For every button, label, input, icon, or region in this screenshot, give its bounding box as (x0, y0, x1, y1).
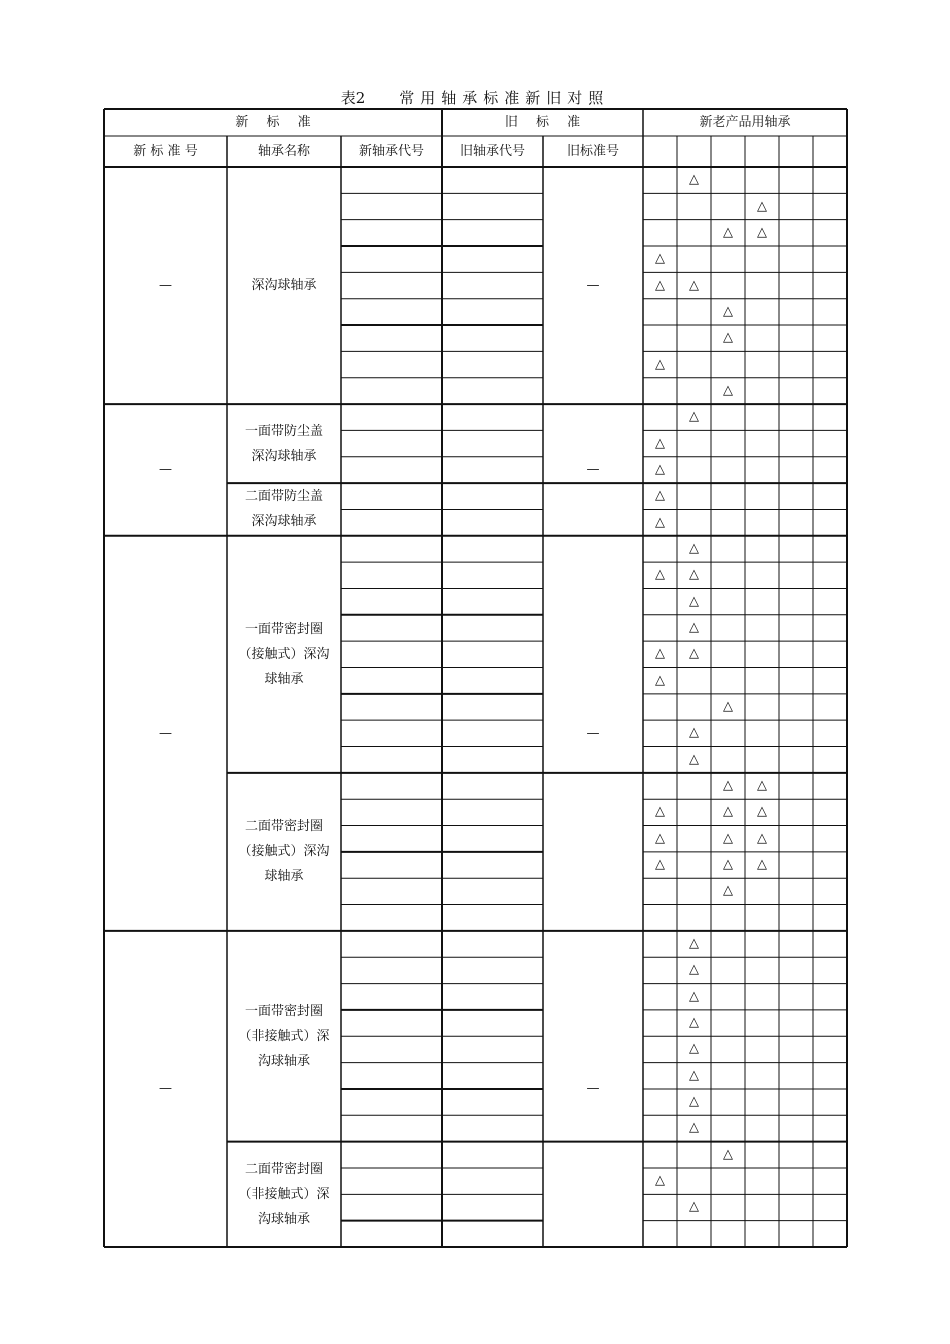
old-standard-no: — (586, 462, 600, 478)
triangle-mark: △ (655, 857, 665, 873)
table-number: 表2 (340, 89, 366, 107)
bearing-name-line: 二面带密封圈 (244, 1161, 323, 1177)
bearing-name-line: 深沟球轴承 (251, 278, 317, 294)
triangle-mark: △ (689, 751, 699, 767)
bearing-name-line: （非接触式）深 (238, 1186, 330, 1202)
triangle-mark: △ (689, 1015, 699, 1031)
triangle-mark: △ (689, 619, 699, 635)
triangle-mark: △ (757, 830, 767, 846)
triangle-mark: △ (757, 857, 767, 873)
triangle-mark: △ (723, 330, 733, 346)
bearing-name-line: 一面带密封圈 (244, 1003, 323, 1019)
col-new-standard-no: 新 标 准 号 (133, 144, 198, 159)
bearing-name-line: 二面带密封圈 (244, 819, 323, 835)
triangle-mark: △ (655, 1173, 665, 1189)
triangle-mark: △ (723, 778, 733, 794)
triangle-mark: △ (655, 435, 665, 451)
bearing-name-line: 球轴承 (264, 869, 304, 885)
triangle-mark: △ (689, 646, 699, 662)
table-title-text: 常用轴承标准新旧对照 (399, 89, 610, 107)
triangle-mark: △ (689, 567, 699, 583)
col-old-standard-no: 旧标准号 (566, 144, 619, 159)
triangle-mark: △ (723, 699, 733, 714)
triangle-mark: △ (655, 514, 665, 530)
triangle-mark: △ (655, 804, 665, 820)
triangle-mark: △ (655, 830, 665, 846)
triangle-mark: △ (723, 883, 733, 899)
triangle-mark: △ (723, 303, 733, 319)
header-new-standard: 新 标 准 (235, 115, 311, 130)
bearing-name-line: 一面带密封圈 (244, 621, 323, 637)
bearing-name-line: 二面带防尘盖 (244, 489, 323, 505)
bearing-name-line: 沟球轴承 (257, 1053, 310, 1069)
triangle-mark: △ (655, 646, 665, 662)
col-old-code: 旧轴承代号 (459, 144, 525, 159)
header-old-standard: 旧 标 准 (504, 115, 581, 130)
new-standard-no: — (159, 1081, 172, 1097)
triangle-mark: △ (689, 988, 699, 1004)
triangle-mark: △ (689, 1067, 699, 1083)
triangle-mark: △ (689, 1041, 699, 1057)
col-new-code: 新轴承代号 (358, 144, 424, 159)
triangle-mark: △ (689, 172, 699, 188)
triangle-mark: △ (689, 540, 699, 556)
bearing-name-line: （接触式）深沟 (238, 844, 330, 860)
triangle-mark: △ (655, 277, 665, 293)
triangle-mark: △ (655, 488, 665, 504)
triangle-mark: △ (723, 804, 733, 820)
triangle-mark: △ (757, 804, 767, 820)
triangle-mark: △ (689, 409, 699, 425)
triangle-mark: △ (723, 224, 733, 240)
triangle-mark: △ (689, 936, 699, 952)
triangle-mark: △ (689, 277, 699, 293)
header-products: 新老产品用轴承 (699, 115, 791, 130)
triangle-mark: △ (689, 593, 699, 609)
bearing-name-line: 沟球轴承 (257, 1211, 310, 1227)
old-standard-no: — (586, 1081, 600, 1097)
bearing-name-line: （非接触式）深 (238, 1028, 330, 1044)
bearing-name-line: （接触式）深沟 (238, 646, 330, 662)
triangle-mark: △ (757, 198, 767, 214)
bearing-name-line: 一面带防尘盖 (244, 423, 323, 439)
triangle-mark: △ (723, 830, 733, 846)
triangle-mark: △ (689, 1094, 699, 1110)
new-standard-no: — (159, 462, 172, 478)
triangle-mark: △ (757, 224, 767, 240)
triangle-mark: △ (689, 1199, 699, 1215)
new-standard-no: — (159, 725, 172, 741)
bearing-name-line: 球轴承 (264, 671, 304, 687)
triangle-mark: △ (655, 356, 665, 372)
triangle-mark: △ (757, 778, 767, 794)
triangle-mark: △ (723, 857, 733, 873)
triangle-mark: △ (723, 1146, 733, 1162)
triangle-mark: △ (689, 962, 699, 978)
triangle-mark: △ (689, 725, 699, 741)
triangle-mark: △ (655, 461, 665, 477)
bearing-name-line: 深沟球轴承 (251, 448, 317, 464)
new-standard-no: — (159, 278, 172, 294)
triangle-mark: △ (655, 251, 665, 267)
bearing-name-line: 深沟球轴承 (251, 514, 317, 530)
triangle-mark: △ (655, 567, 665, 583)
col-bearing-name: 轴承名称 (257, 144, 310, 159)
old-standard-no: — (586, 725, 600, 741)
triangle-mark: △ (689, 1120, 699, 1136)
triangle-mark: △ (723, 382, 733, 398)
triangle-mark: △ (655, 672, 665, 688)
old-standard-no: — (586, 278, 600, 294)
